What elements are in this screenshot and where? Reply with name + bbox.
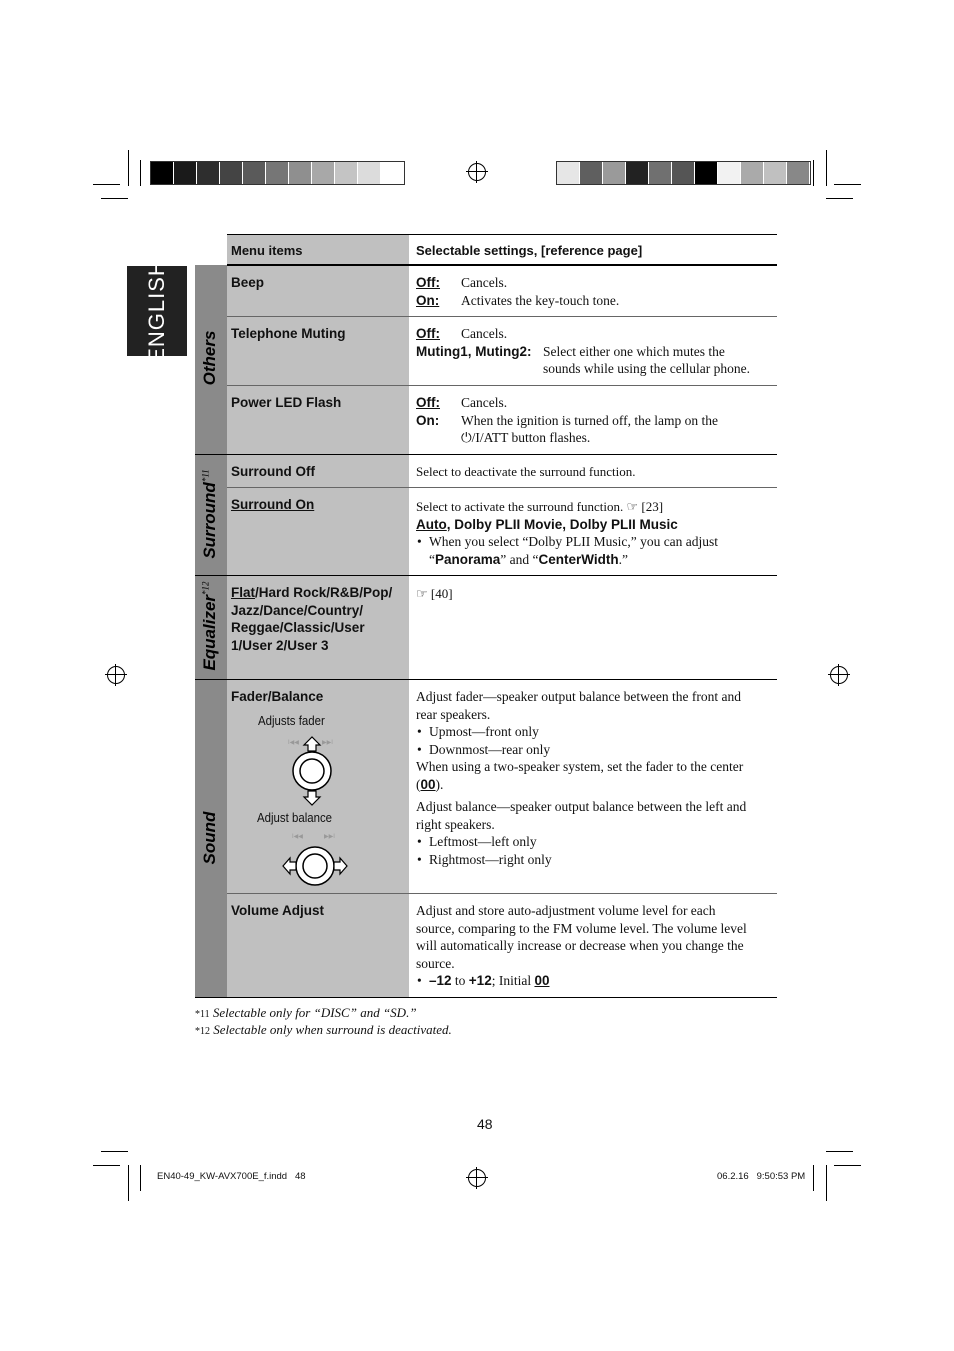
crop-mark: [140, 1165, 141, 1191]
svg-text:▶▶I: ▶▶I: [324, 834, 335, 840]
crop-mark: [826, 198, 853, 199]
section-label-equalizer: Equalizer$^{*12}$: [200, 581, 219, 671]
menu-item-telephone-muting: Telephone Muting: [231, 326, 346, 341]
crop-mark: [128, 1165, 129, 1201]
section-label-others: Others: [200, 330, 219, 386]
footer-timestamp: 06.2.16 9:50:53 PM: [717, 1171, 806, 1182]
svg-text:I◀◀: I◀◀: [288, 740, 299, 746]
crop-mark: [140, 160, 141, 186]
menu-item-fader-balance: Fader/Balance: [231, 689, 324, 704]
menu-item-surround-off: Surround Off: [231, 464, 315, 479]
crop-mark: [101, 1151, 128, 1152]
volume-adjust-description: Adjust and store auto-adjustment volume level for each source, comparing to the FM volume level. The volume level will automatically increase or decrease when you change the source. • –12 to +12; Initial 00: [416, 902, 772, 990]
svg-text:I◀◀: I◀◀: [292, 834, 303, 840]
registration-mark-icon: [468, 1169, 486, 1187]
svg-text:▶▶I: ▶▶I: [322, 740, 333, 746]
table-rule: [227, 385, 777, 386]
crop-mark: [128, 150, 129, 186]
fader-balance-description: Adjust fader—speaker output balance between the front and rear speakers. • Upmost—front only • Downmost—rear only When using a two-speaker system, set the fader to the center (00). Adjust balance—speaker output balance between the left and right speakers. • Leftmost—left only • Rightmost—right only: [416, 688, 772, 868]
menu-item-power-led-flash: Power LED Flash: [231, 395, 342, 410]
section-label-sound: Sound: [200, 811, 219, 865]
registration-mark-icon: [468, 163, 486, 181]
beep-settings: Off: Cancels. On: Activates the key-touch tone.: [416, 275, 620, 308]
crop-mark: [93, 184, 120, 185]
table-rule: [227, 264, 777, 266]
table-rule: [227, 234, 777, 235]
color-bar-left: [150, 161, 405, 185]
table-rule: [227, 893, 777, 894]
table-rule: [195, 575, 777, 576]
crop-mark: [826, 1151, 853, 1152]
table-rule: [195, 997, 777, 998]
crop-mark: [813, 1165, 814, 1191]
crop-mark: [826, 150, 827, 186]
header-selectable-settings: Selectable settings, [reference page]: [416, 243, 643, 258]
crop-mark: [101, 198, 128, 199]
table-rule: [227, 316, 777, 317]
color-bar-right: [556, 161, 811, 185]
table-rule: [195, 679, 777, 680]
surround-off-setting: Select to deactivate the surround function.: [416, 464, 636, 479]
registration-mark-icon: [830, 666, 848, 684]
footnote-11: *11 Selectable only for “DISC” and “SD.”: [195, 1005, 417, 1020]
equalizer-reference: ☞ [40]: [416, 586, 453, 601]
footer-file-info: EN40-49_KW-AVX700E_f.indd 48: [157, 1171, 306, 1182]
language-tab-label: ENGLISH: [144, 259, 169, 363]
crop-mark: [834, 1165, 861, 1166]
table-rule: [227, 487, 777, 488]
language-tab: [127, 259, 187, 363]
table-rule: [195, 454, 777, 455]
adjust-balance-label: Adjust balance: [257, 810, 333, 825]
crop-mark: [93, 1165, 120, 1166]
registration-mark-icon: [107, 666, 125, 684]
page-number: 48: [477, 1116, 493, 1132]
menu-item-volume-adjust: Volume Adjust: [231, 903, 325, 918]
menu-item-beep: Beep: [231, 275, 265, 290]
telephone-muting-settings: Off: Cancels. Muting1, Muting2: Select either one which mutes the sounds while using the cellular phone.: [416, 326, 750, 376]
menu-item-equalizer: Flat/Hard Rock/R&B/Pop/ Jazz/Dance/Country/ Reggae/Classic/User 1/User 2/User 3: [231, 585, 393, 653]
balance-dial-icon: [282, 830, 348, 888]
crop-mark: [834, 184, 861, 185]
crop-mark: [813, 160, 814, 186]
adjusts-fader-label: Adjusts fader: [258, 713, 325, 728]
header-menu-items: Menu items: [231, 243, 303, 258]
crop-mark: [826, 1165, 827, 1201]
footnote-12: *12 Selectable only when surround is deactivated.: [195, 1022, 452, 1037]
menu-item-surround-on: Surround On: [231, 497, 315, 512]
section-label-surround: Surround$^{*11}$: [200, 469, 219, 559]
power-led-settings: Off: Cancels. On: When the ignition is turned off, the lamp on the ⏻/I/ATT button flashes.: [416, 395, 718, 445]
fader-dial-icon: [284, 734, 344, 806]
surround-on-settings: Select to activate the surround function. ☞ [23] Auto, Dolby PLII Movie, Dolby PLII Music • When you select “Dolby PLII Music,” you can adjust “Panorama” and “CenterWidth.”: [416, 498, 772, 568]
